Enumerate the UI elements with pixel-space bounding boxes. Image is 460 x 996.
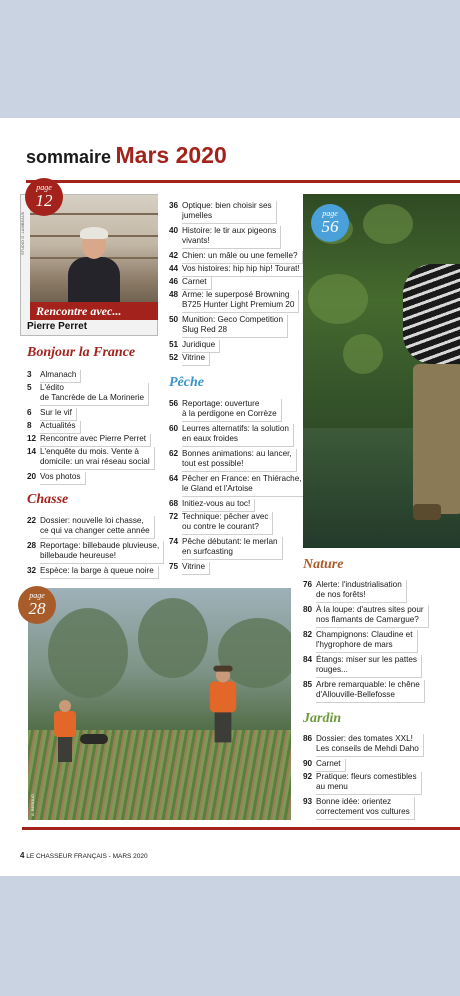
toc-title-line: Slug Red 28 bbox=[182, 325, 228, 334]
section-peche: Pêche bbox=[169, 375, 204, 390]
angler-photo bbox=[303, 194, 460, 548]
toc-title-line: correctement vos cultures bbox=[316, 807, 410, 816]
toc-page-number: 82 bbox=[303, 630, 313, 639]
toc-page-number: 52 bbox=[169, 353, 179, 362]
toc-title-line: Espèce: la barge à queue noire bbox=[40, 566, 154, 575]
toc-title-line: Pratique: fleurs comestibles bbox=[316, 772, 417, 781]
toc-title-line: d'Allouville-Bellefosse bbox=[316, 690, 395, 699]
toc-page-number: 64 bbox=[169, 474, 179, 483]
toc-title-line: jumelles bbox=[182, 211, 213, 220]
toc-title-line: Vitrine bbox=[182, 562, 206, 571]
toc-title bbox=[182, 290, 299, 313]
toc-title bbox=[182, 499, 255, 512]
toc-title bbox=[182, 512, 273, 535]
toc-title bbox=[316, 630, 418, 653]
toc-page-number: 62 bbox=[169, 449, 179, 458]
top-divider bbox=[26, 180, 460, 183]
toc-title-line: Carnet bbox=[182, 277, 207, 286]
toc-title bbox=[40, 566, 159, 579]
toc-title-line: Pêcher en France: en Thiérache, bbox=[182, 474, 302, 483]
toc-title bbox=[182, 277, 212, 290]
toc-title-line: Carnet bbox=[316, 759, 341, 768]
toc-title-line: l'hygrophore de mars bbox=[316, 640, 393, 649]
toc-title bbox=[40, 408, 77, 421]
toc-title bbox=[182, 399, 282, 422]
toc-page-number: 68 bbox=[169, 499, 179, 508]
page-badge-28 bbox=[18, 586, 56, 624]
toc-page-number: 80 bbox=[303, 605, 313, 614]
toc-title-line: de Tancrède de La Morinerie bbox=[40, 393, 145, 402]
toc-page-number: 86 bbox=[303, 734, 313, 743]
toc-title bbox=[182, 264, 305, 277]
toc-title bbox=[40, 541, 164, 564]
toc-title-line: Sur le vif bbox=[40, 408, 72, 417]
toc-title-line: en surfcasting bbox=[182, 547, 233, 556]
toc-title bbox=[182, 226, 281, 249]
toc-page-number: 3 bbox=[27, 370, 32, 379]
title-word-sommaire: sommaire bbox=[26, 147, 112, 167]
toc-page-number: 46 bbox=[169, 277, 179, 286]
toc-title-line: Optique: bien choisir ses bbox=[182, 201, 272, 210]
toc-title-line: Initiez-vous au toc! bbox=[182, 499, 251, 508]
toc-title-line: Munition: Geco Competition bbox=[182, 315, 284, 324]
badge-label: page bbox=[29, 591, 45, 600]
photo-credit: STUDIO G. LAMBEAUX bbox=[20, 211, 25, 255]
toc-page-number: 6 bbox=[27, 408, 32, 417]
badge-number: 12 bbox=[35, 191, 53, 210]
section-chasse: Chasse bbox=[27, 492, 69, 507]
page-title bbox=[26, 142, 227, 169]
feature-name: Pierre Perret bbox=[27, 321, 88, 332]
toc-title bbox=[316, 655, 422, 678]
magazine-page bbox=[0, 118, 460, 876]
toc-title-line: Les conseils de Mehdi Daho bbox=[316, 744, 419, 753]
toc-page-number: 56 bbox=[169, 399, 179, 408]
toc-page-number: 74 bbox=[169, 537, 179, 546]
portrait-figure bbox=[68, 231, 120, 301]
toc-title bbox=[40, 421, 81, 434]
toc-title-line: Actualités bbox=[40, 421, 76, 430]
toc-title bbox=[40, 447, 155, 470]
toc-title-line: Bonne idée: orientez bbox=[316, 797, 392, 806]
toc-title bbox=[182, 449, 297, 472]
page-badge-12 bbox=[25, 178, 63, 216]
toc-title bbox=[182, 562, 210, 575]
toc-title-line: Rencontre avec Pierre Perret bbox=[40, 434, 147, 443]
toc-page-number: 20 bbox=[27, 472, 37, 481]
toc-page-number: 8 bbox=[27, 421, 32, 430]
toc-title-line: Bonnes animations: au lancer, bbox=[182, 449, 292, 458]
badge-number: 56 bbox=[321, 217, 339, 236]
footer-text: LE CHASSEUR FRANÇAIS - MARS 2020 bbox=[26, 853, 148, 860]
toc-title-line: Pêche débutant: le merlan bbox=[182, 537, 278, 546]
toc-title-line: L'édito bbox=[40, 383, 64, 392]
section-nature: Nature bbox=[303, 557, 344, 572]
toc-title bbox=[182, 251, 303, 264]
title-word-date: Mars 2020 bbox=[115, 142, 227, 168]
badge-label: page bbox=[36, 183, 52, 192]
dog-figure bbox=[80, 734, 108, 744]
toc-title bbox=[316, 580, 407, 603]
toc-title-line: Almanach bbox=[40, 370, 77, 379]
hunters-photo bbox=[28, 588, 291, 820]
toc-title-line: rouges... bbox=[316, 665, 348, 674]
toc-title-line: domicile: un vrai réseau social bbox=[40, 457, 150, 466]
page-number: 4 bbox=[20, 851, 25, 860]
toc-title-line: Vitrine bbox=[182, 353, 206, 362]
toc-title bbox=[40, 383, 149, 406]
toc-title bbox=[182, 340, 220, 353]
toc-title bbox=[182, 474, 307, 497]
toc-title-line: à la perdigone en Corrèze bbox=[182, 409, 277, 418]
toc-title bbox=[182, 315, 288, 338]
toc-page-number: 12 bbox=[27, 434, 37, 443]
toc-page-number: 72 bbox=[169, 512, 179, 521]
toc-page-number: 36 bbox=[169, 201, 179, 210]
toc-title-line: Vos photos bbox=[40, 472, 81, 481]
toc-page-number: 28 bbox=[27, 541, 37, 550]
toc-title-line: Étangs: miser sur les pattes bbox=[316, 655, 418, 664]
toc-title bbox=[40, 370, 81, 383]
toc-title-line: le Gland et l'Artoise bbox=[182, 484, 253, 493]
toc-page-number: 92 bbox=[303, 772, 313, 781]
toc-page-number: 90 bbox=[303, 759, 313, 768]
toc-title-line: ce qui va changer cette année bbox=[40, 526, 150, 535]
toc-title-line: Dossier: nouvelle loi chasse, bbox=[40, 516, 144, 525]
toc-page-number: 51 bbox=[169, 340, 179, 349]
toc-title bbox=[182, 537, 283, 560]
toc-title-line: Reportage: billebaude pluvieuse, bbox=[40, 541, 160, 550]
toc-title bbox=[182, 424, 294, 447]
toc-title-line: Histoire: le tir aux pigeons bbox=[182, 226, 277, 235]
toc-title-line: Dossier: des tomates XXL! bbox=[316, 734, 413, 743]
toc-page-number: 84 bbox=[303, 655, 313, 664]
badge-number: 28 bbox=[28, 599, 46, 618]
toc-page-number: 60 bbox=[169, 424, 179, 433]
toc-page-number: 32 bbox=[27, 566, 37, 575]
bottom-divider bbox=[22, 827, 460, 830]
toc-title-line: nos flamants de Camargue? bbox=[316, 615, 419, 624]
toc-title-line: Alerte: l'industrialisation bbox=[316, 580, 402, 589]
toc-page-number: 5 bbox=[27, 383, 32, 392]
toc-page-number: 93 bbox=[303, 797, 313, 806]
toc-title bbox=[316, 680, 425, 703]
toc-page-number: 42 bbox=[169, 251, 179, 260]
section-jardin: Jardin bbox=[303, 711, 342, 726]
toc-title bbox=[316, 797, 415, 820]
toc-page-number: 50 bbox=[169, 315, 179, 324]
page-badge-56 bbox=[311, 204, 349, 242]
toc-title-line: Juridique bbox=[182, 340, 216, 349]
feature-banner: Rencontre avec... bbox=[30, 302, 158, 320]
angler-figure bbox=[403, 254, 460, 524]
toc-title-line: billebaude heureuse! bbox=[40, 551, 117, 560]
toc-title-line: Reportage: ouverture bbox=[182, 399, 260, 408]
toc-page-number: 40 bbox=[169, 226, 179, 235]
toc-title-line: Champignons: Claudine et bbox=[316, 630, 413, 639]
toc-page-number: 85 bbox=[303, 680, 313, 689]
toc-title-line: vivants! bbox=[182, 236, 210, 245]
toc-page-number: 76 bbox=[303, 580, 313, 589]
toc-title-line: Technique: pêcher avec bbox=[182, 512, 269, 521]
toc-page-number: 14 bbox=[27, 447, 37, 456]
section-bonjour-la-france: Bonjour la France bbox=[27, 345, 136, 360]
toc-title bbox=[40, 516, 155, 539]
toc-page-number: 48 bbox=[169, 290, 179, 299]
toc-title bbox=[316, 605, 429, 628]
badge-label: page bbox=[322, 209, 338, 218]
toc-title-line: Leurres alternatifs: la solution bbox=[182, 424, 289, 433]
toc-title-line: de nos forêts! bbox=[316, 590, 366, 599]
toc-title-line: Arbre remarquable: le chêne bbox=[316, 680, 420, 689]
toc-title-line: Chien: un mâle ou une femelle? bbox=[182, 251, 298, 260]
photo-credit: A. BEROUD bbox=[30, 793, 35, 816]
toc-title bbox=[40, 434, 151, 447]
toc-title-line: Vos histoires: hip hip hip! Tourat! bbox=[182, 264, 300, 273]
toc-title-line: À la loupe: d'autres sites pour bbox=[316, 605, 424, 614]
toc-title-line: B725 Hunter Light Premium 20 bbox=[182, 300, 295, 309]
page-footer bbox=[20, 851, 148, 860]
toc-page-number: 75 bbox=[169, 562, 179, 571]
toc-title-line: tout est possible! bbox=[182, 459, 244, 468]
toc-title-line: en eaux froides bbox=[182, 434, 238, 443]
toc-title bbox=[182, 353, 210, 366]
toc-title-line: Arme: le superposé Browning bbox=[182, 290, 290, 299]
toc-title-line: au menu bbox=[316, 782, 348, 791]
toc-title-line: ou contre le courant? bbox=[182, 522, 259, 531]
toc-title bbox=[316, 772, 422, 795]
toc-title bbox=[40, 472, 86, 485]
toc-page-number: 44 bbox=[169, 264, 179, 273]
toc-page-number: 22 bbox=[27, 516, 37, 525]
toc-title bbox=[316, 759, 346, 772]
toc-title-line: L'enquête du mois. Vente à bbox=[40, 447, 139, 456]
toc-title bbox=[316, 734, 424, 757]
toc-title bbox=[182, 201, 277, 224]
